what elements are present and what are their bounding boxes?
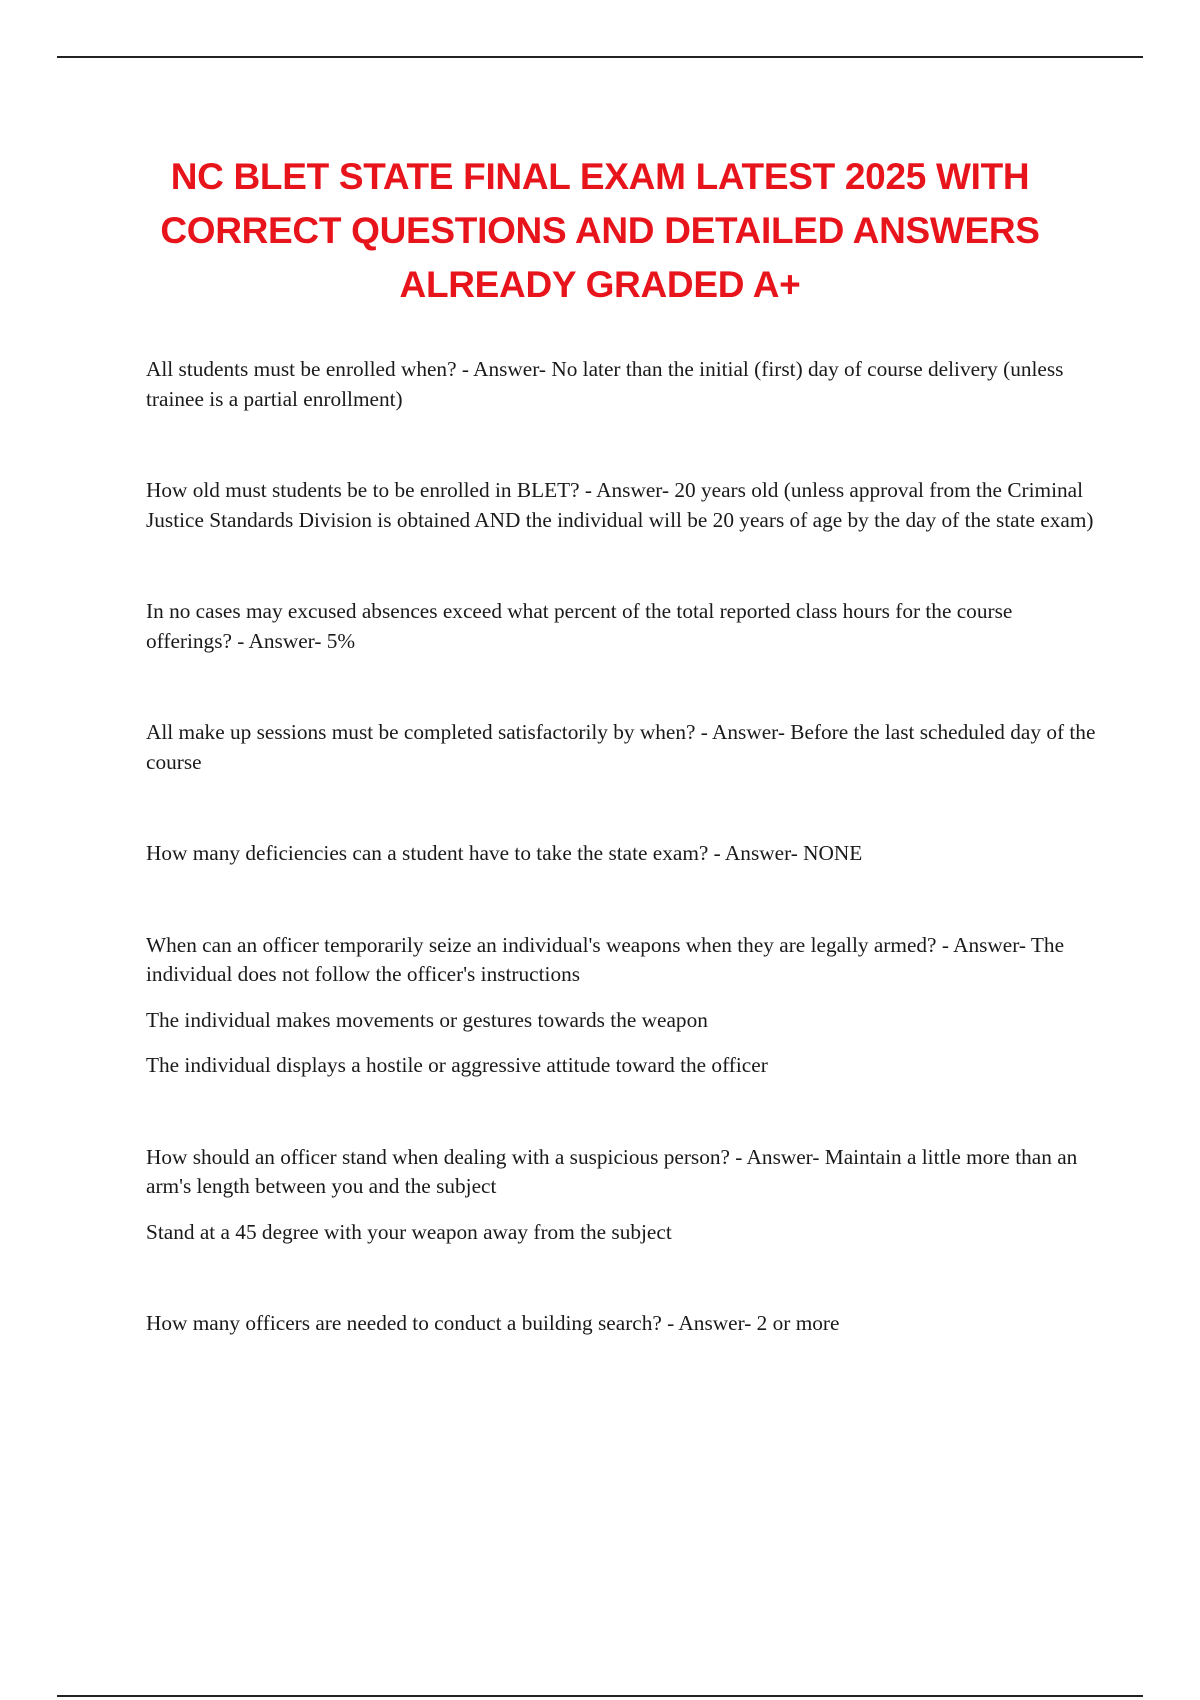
qa-item [146, 718, 1096, 777]
qa-text: How old must students be to be enrolled in BLET? - Answer- 20 years old (unless approval from the Criminal Justice Standards Division is obtained AND the individual will be 20 years of age by the day of the state exam) [146, 478, 1094, 532]
qa-item [146, 931, 1096, 1081]
top-rule [57, 56, 1143, 58]
qa-item [146, 839, 1096, 869]
qa-list [146, 355, 1096, 1339]
qa-extra-line: Stand at a 45 degree with your weapon away from the subject [146, 1219, 672, 1244]
document-title [100, 150, 1100, 312]
qa-text: All make up sessions must be completed satisfactorily by when? - Answer- Before the last scheduled day of the course [146, 720, 1096, 774]
qa-text: In no cases may excused absences exceed what percent of the total reported class hours for the course offerings? - Answer- 5% [146, 599, 1013, 653]
qa-text: When can an officer temporarily seize an individual's weapons when they are legally armed? - Answer- The individual does not follow the officer's instructions [146, 932, 1065, 986]
qa-item [146, 355, 1096, 414]
qa-item [146, 476, 1096, 535]
title-line-1: NC BLET STATE FINAL EXAM LATEST 2025 WITH [170, 156, 1030, 197]
qa-item [146, 597, 1096, 656]
qa-text: How many deficiencies can a student have to take the state exam? - Answer- NONE [146, 841, 863, 865]
title-line-3: ALREADY GRADED A+ [399, 264, 801, 305]
qa-text: All students must be enrolled when? - Answer- No later than the initial (first) day of course delivery (unless trainee is a partial enrollment) [146, 357, 1064, 411]
qa-extra-line: The individual displays a hostile or aggressive attitude toward the officer [146, 1053, 768, 1077]
qa-item [146, 1309, 1096, 1339]
qa-text: How many officers are needed to conduct a building search? - Answer- 2 or more [146, 1311, 840, 1335]
qa-text: How should an officer stand when dealing with a suspicious person? - Answer- Maintain a little more than an arm's length between you and the subject [146, 1144, 1078, 1198]
bottom-rule [57, 1695, 1143, 1697]
qa-extra-line: The individual makes movements or gestures towards the weapon [146, 1007, 708, 1032]
title-line-2: CORRECT QUESTIONS AND DETAILED ANSWERS [160, 210, 1040, 251]
qa-item [146, 1143, 1096, 1248]
